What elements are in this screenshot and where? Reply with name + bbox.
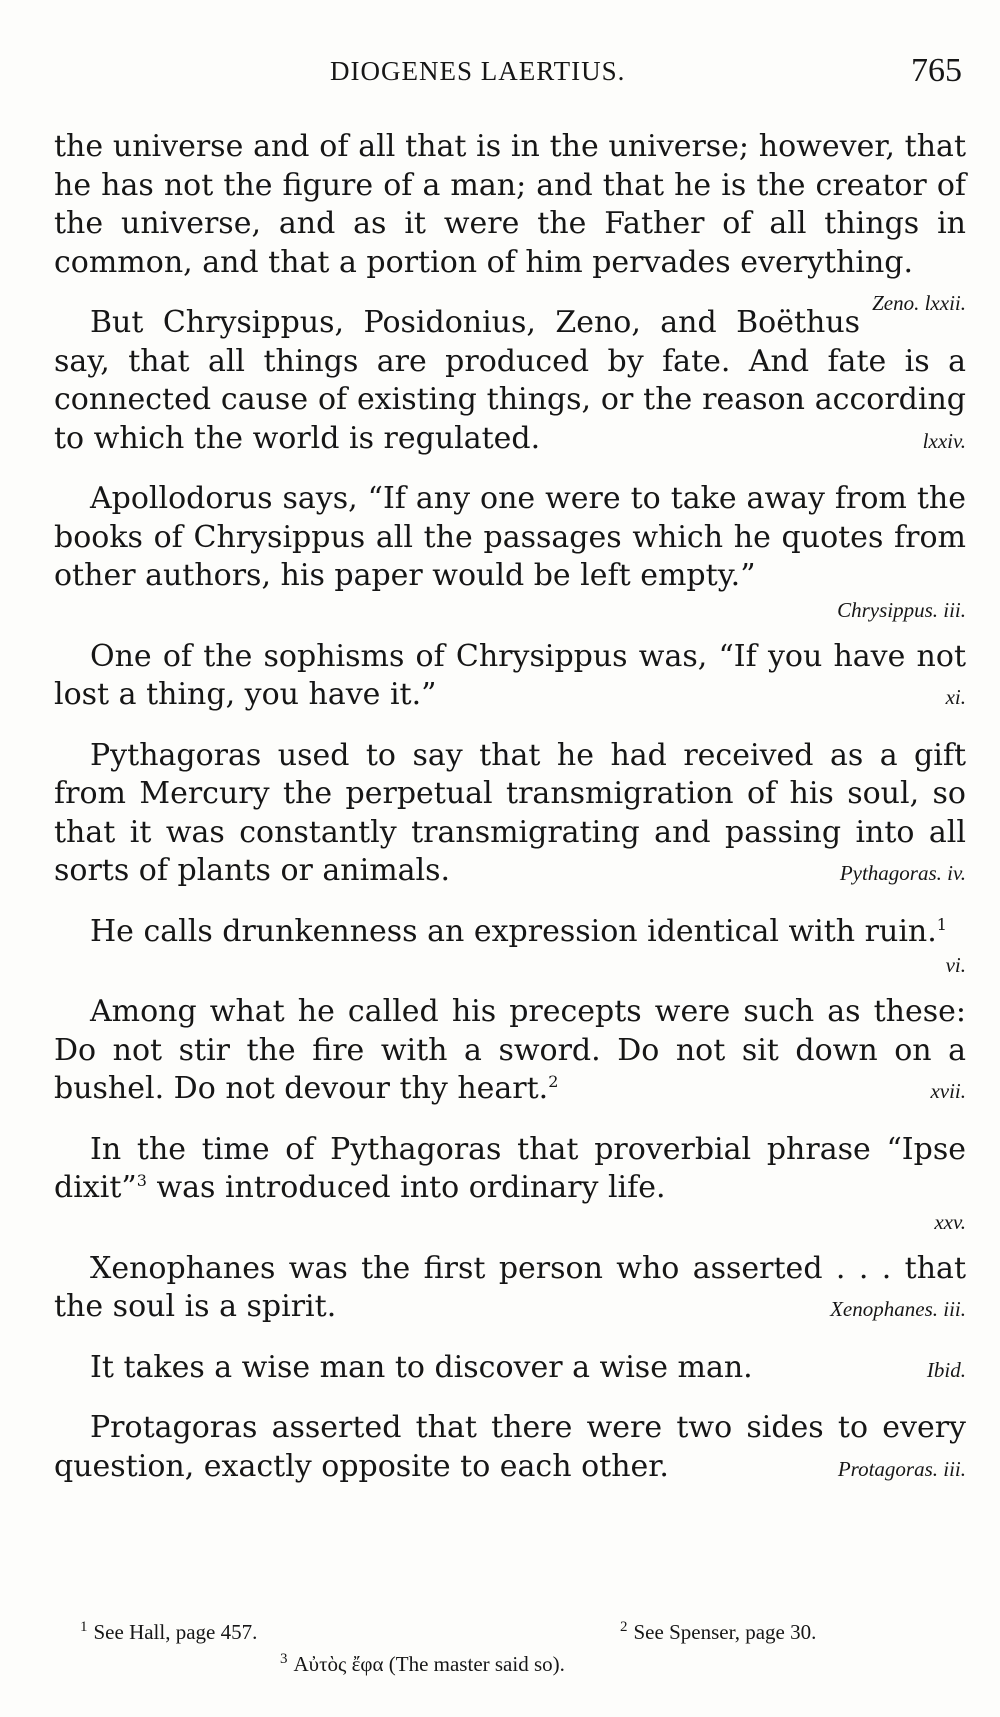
source-reference: xi. (945, 685, 966, 709)
source-reference: xvii. (930, 1079, 966, 1103)
paragraph-zeno (54, 128, 966, 315)
paragraph-protagoras (54, 1409, 966, 1486)
source-reference: xxv. (934, 1209, 966, 1234)
footnote-mark: 3 (280, 1651, 288, 1667)
footnote-row (80, 1616, 920, 1648)
paragraph-precepts (54, 993, 966, 1109)
paragraph-text-continued: was introduced into ordinary life. (156, 1170, 666, 1205)
paragraph-apollodorus (54, 480, 966, 624)
footnote-reference: 1 (936, 914, 947, 934)
source-reference: vi. (945, 953, 966, 977)
footnote-mark: 2 (620, 1619, 628, 1635)
paragraph-text: In the time of Pythagoras that proverbial phrase “Ipse dixit” (54, 1131, 966, 1205)
source-reference: Protagoras. iii. (837, 1456, 966, 1481)
paragraph-ipse-dixit (54, 1131, 966, 1236)
footnote-row (80, 1648, 920, 1680)
footnote-reference: 3 (136, 1171, 147, 1190)
footnote-2 (620, 1616, 816, 1648)
paragraph-wise-man (54, 1349, 966, 1388)
paragraph-text: One of the sophisms of Chrysippus was, “If you have not lost a thing, you have it.” (54, 638, 966, 712)
paragraph-text: He calls drunkenness an expression identical with ruin. (90, 913, 937, 949)
footnote-text: See Spenser, page 30. (633, 1620, 817, 1644)
footnote-mark: 1 (80, 1619, 88, 1635)
running-title: DIOGENES LAERTIUS. (330, 56, 626, 86)
paragraph-text: Xenophanes was the first person who asserted . . . that the soul is a spirit. (54, 1250, 966, 1324)
paragraph-text: Pythagoras used to say that he had received as a gift from Mercury the perpetual transmigration of his soul, so that it was constantly transmigrating and passing into all sorts of plants or animals. (54, 737, 966, 888)
paragraph-xenophanes (54, 1250, 966, 1327)
paragraph-text: It takes a wise man to discover a wise man. (90, 1349, 753, 1385)
source-reference: Ibid. (926, 1357, 966, 1382)
source-reference: Chrysippus. iii. (837, 597, 966, 622)
footnote-text: Αὐτὸς ἔφα (The master said so). (293, 1652, 565, 1676)
paragraph-text: But Chrysippus, Posidonius, Zeno, and Boëthus say, that all things are produced by fate. And fate is a connected cause of existing things, or the reason according to which the world is regulated. (54, 305, 966, 456)
footnote-reference: 2 (548, 1072, 559, 1091)
paragraph-text: the universe and of all that is in the universe; however, that he has not the figure of a man; and that he is the creator of the universe, and as it were the Father of all things in common, and that a portion of him pervades everything. (54, 129, 966, 280)
paragraph-sophism (54, 638, 966, 715)
paragraph-fate (54, 304, 966, 458)
paragraph-text: Among what he called his precepts were such as these: Do not stir the fire with a sword. Do not sit down on a bushel. Do not devour thy heart. (54, 994, 966, 1106)
paragraph-pythagoras (54, 737, 966, 891)
source-reference: lxxiv. (922, 428, 966, 453)
paragraph-drunkenness (54, 913, 966, 980)
footnote-1 (80, 1616, 257, 1648)
source-reference: Xenophanes. iii. (830, 1297, 966, 1321)
page-body (54, 128, 966, 1508)
page-number: 765 (911, 52, 962, 89)
page-header (0, 52, 1000, 96)
paragraph-text: Apollodorus says, “If any one were to take away from the books of Chrysippus all the passages which he quotes from other authors, his paper would be left empty.” (54, 481, 966, 593)
source-reference: Pythagoras. iv. (839, 861, 966, 885)
paragraph-text: Protagoras asserted that there were two sides to every question, exactly opposite to each other. (54, 1410, 966, 1484)
footnote-3 (280, 1648, 565, 1680)
footnotes (80, 1616, 920, 1680)
footnote-text: See Hall, page 457. (93, 1620, 258, 1644)
source-reference: Zeno. lxxii. (872, 291, 966, 315)
